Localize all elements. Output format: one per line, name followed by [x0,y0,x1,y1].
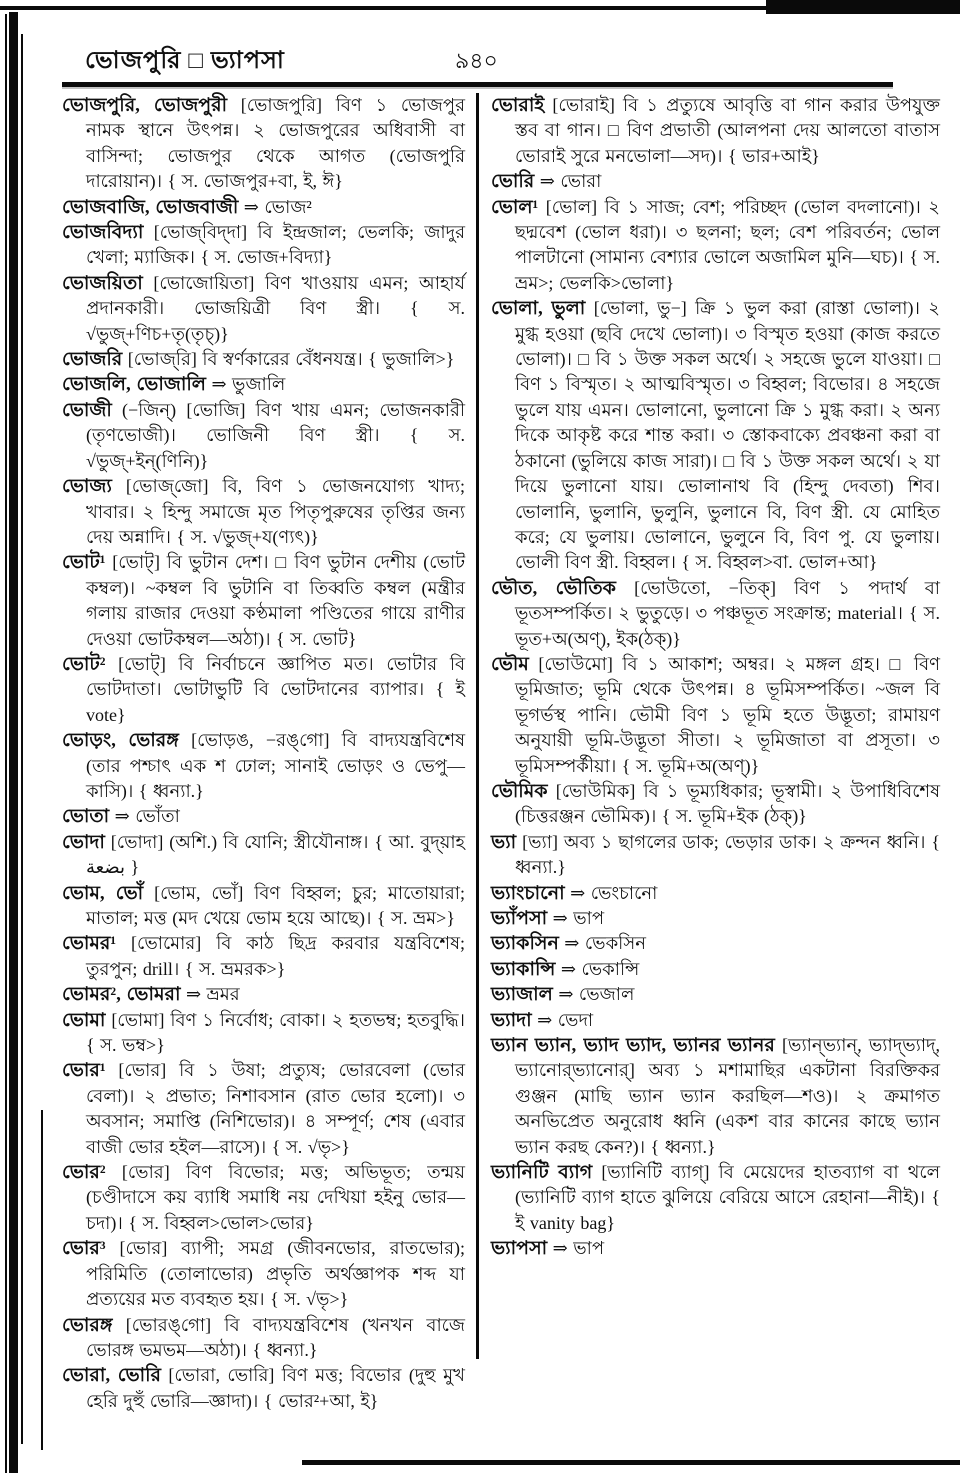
headword: ভোর² [62,1162,106,1184]
headword: ভ্যানিটি ব্যাগ [491,1162,593,1184]
dictionary-entry [62,220,465,271]
dictionary-entry [491,652,940,779]
page-header [62,40,940,84]
binding-edge-line [5,14,7,1473]
bottom-edge-line [302,1460,960,1465]
dictionary-entry [491,1236,940,1261]
dictionary-entry [62,347,465,372]
dictionary-entry [491,881,940,906]
entry-body: ⇒ ভোরা [539,171,602,192]
entry-body: [ভ্যা] অব্য ১ ছাগলের ডাক; ভেড়ার ডাক। ২ ক্রন্দন ধ্বনি। { ধ্বন্যা.} [515,831,941,878]
headword: ভৌমিক [491,780,548,802]
dictionary-entry [62,1058,465,1160]
headword: ভোরঙ্গ [62,1314,113,1336]
dictionary-entry [62,93,465,195]
headword: ভোট² [62,653,106,675]
headword: ভোরা, ভোরি [62,1365,162,1387]
headword: ভ্যাজাল [491,984,553,1006]
entry-body: [ভোজ্‌বিদ্‌দা] বি ইন্দ্রজাল; ভেলকি; জাদুর খেলা; ম্যাজিক। { স. ভোজ+বিদ্যা} [86,222,466,268]
headword: ভ্যা [491,831,517,853]
dictionary-entry [62,728,465,804]
dictionary-entry [62,1236,465,1312]
entry-body: [ভোর] ব্যাপী; সমগ্র (জীবনভোর, রাতভোর); পরিমিতি (তোলাভোর) প্রভৃতি অর্থজ্ঞাপক শব্দ যা প্রত্যয়ের মত ব্যবহৃত হয়। { স. √ভৃ>} [86,1238,466,1310]
headword: ভোমা [62,1009,106,1031]
dictionary-entry [491,296,940,575]
dictionary-entry [62,804,465,829]
page-number: ৯৪০ [455,48,498,73]
headword: ভোজী [62,399,112,421]
entry-body: ⇒ ভ্রমর [185,984,240,1005]
dictionary-entry [62,1008,465,1059]
dictionary-entry [62,1363,465,1414]
binding-edge-thin-line [21,34,23,1444]
headword: ভোজ্য [62,476,112,498]
top-right-edge-band [766,0,960,14]
dictionary-entry [491,830,940,881]
dictionary-entry [62,652,465,728]
headword: ভোজপুরি, ভোজপুরী [62,95,228,116]
dictionary-entry [62,474,465,550]
dictionary-entry [491,982,940,1007]
entry-body: [ভোড়ঙ, −রঙ্‌গো] বি বাদ্যযন্ত্রবিশেষ (তার পশ্চাৎ এক শ ঢোল; সানাই ভোড়ং ও ভেপু—কাসি)। { ধ্বন্যা.} [86,730,465,801]
headword: ভোরাই [491,95,545,116]
entry-body: [ভোউমো] বি ১ আকাশ; অম্বর। ২ মঙ্গল গ্রহ। □ বিণ ভূমিজাত; ভূমি থেকে উৎপন্ন। ৪ ভূমিসম্পর্কিত। ~জল বি ভূগর্ভস্থ পানি। ভৌমী বিণ ১ ভূমি হতে উদ্ভূতা; রামায়ণ অনুযায়ী ভূমি-উদ্ভূতা সীতা। ২ ভূমিজাতা বা প্রসূতা। ৩ ভূমিসম্পর্কীয়া। { স. ভূমি+অ(অণ্)} [515,653,941,776]
right-column [491,93,940,1262]
dictionary-entry [491,957,940,982]
entry-body: ⇒ ভাপ [552,908,605,928]
headword: ভ্যাদা [491,1009,532,1031]
headword: ভোজবাজি, ভোজবাজী [62,196,239,218]
entry-body: [ভোজ্‌রি] বি স্বর্ণকারের বেঁধনযন্ত্র। { ভুজালি>} [127,349,455,370]
header-rule [62,82,893,87]
entry-body: [ভ্যানিটি ব্যাগ্] বি মেয়েদের হাতব্যাগ বা থলে (ভ্যানিটি ব্যাগ হাতে ঝুলিয়ে বেরিয়ে আসে রেহানা—নীই)। { ই vanity bag} [515,1162,940,1233]
entry-body: ⇒ ভোজ² [243,196,312,217]
entry-body: ⇒ ভেকান্সি [560,958,640,979]
dictionary-entry [491,195,940,297]
dictionary-entry [62,550,465,652]
entry-body: [ভ্যান্‌ভ্যান্, ভ্যাদ্‌ভ্যাদ্, ভ্যানোর্‌ভ্যানোর্] অব্য ১ মশামাছির একটানা বিরক্তিকর গুঞ্জন (মাছি ভ্যান ভ্যান করছিল—শও)। ২ ক্রমাগত অনভিপ্রেত অনুরোধ ধ্বনি (একশ বার কানের কাছে ভ্যান ভ্যান করছ কেন?)। { ধ্বন্যা.} [515,1035,940,1157]
dictionary-entry [62,1313,465,1364]
column-divider [476,93,479,1359]
dictionary-entry [491,576,940,652]
entry-body: ⇒ ভোঁতা [114,806,180,827]
binding-edge-band [9,12,18,1473]
entry-body: [ভোম, ভোঁ] বিণ বিহ্বল; চুর; মাতোয়ারা; মাতাল; মত্ত (মদ খেয়ে ভোম হয়ে আছে)। { স. ভ্রম>} [86,882,466,928]
entry-body: ⇒ ভেকসিন [564,933,646,954]
entry-body: [ভোরঙ্‌গো] বি বাদ্যযন্ত্রবিশেষ (খনখন বাজে ভোরঙ্গ ভমভম—অঠা)। { ধ্বন্যা.} [86,1314,465,1360]
headword: ভোড়ং, ভোরঙ্গ [62,730,179,752]
entry-body: [ভোট্] বি নির্বাচনে জ্ঞাপিত মত। ভোটার বি ভোটদাতা। ভোটাভুটি বি ভোটদানের ব্যাপার। { ই vote} [86,653,466,725]
dictionary-entry [491,931,940,956]
headword: ভ্যান ভ্যান, ভ্যাদ ভ্যাদ, ভ্যানর ভ্যানর [491,1035,775,1057]
entry-body: [ভোজোয়িতা] বিণ খাওয়ায় এমন; আহার্য প্রদানকারী। ভোজয়িত্রী বিণ স্ত্রী। { স. √ভুজ্+ণিচ+তৃ(তৃচ্)} [86,272,466,344]
dictionary-entry [491,779,940,830]
entry-body: [ভোউতো, −তিক্] বিণ ১ পদার্থ বা ভূতসম্পর্কিত। ২ ভুতুড়ে। ৩ পঞ্চভূত সংক্রান্ত; material। { স. ভূত+অ(অণ্), ইক(ঠক্)} [515,577,941,649]
dictionary-entry [491,1008,940,1033]
dictionary-entry [491,1160,940,1236]
dictionary-entry [62,271,465,347]
headword: ভোর³ [62,1238,106,1260]
left-column [62,93,465,1414]
dictionary-entry [491,1033,940,1160]
headword: ভোরি [491,171,535,193]
binding-edge-partial-line [41,1110,43,1450]
dictionary-entry [62,1160,465,1236]
guide-words: ভোজপুরি □ ভ্যাপসা [85,48,285,74]
dictionary-entry [62,881,465,932]
entry-body: [ভোরা, ভোরি] বিণ মত্ত; বিভোর (দুহু মুখ হেরি দুহুঁ ভোরি—জ্ঞাদা)। { ভোর²+আ, ই} [86,1365,465,1411]
headword: ভৌম [491,653,529,675]
dictionary-body [62,93,940,1414]
dictionary-entry [62,931,465,982]
headword: ভ্যাংচানো [491,882,565,904]
entry-body: ⇒ ভেজাল [558,984,635,1005]
headword: ভোলা, ভুলা [491,298,586,320]
entry-body: [ভোর] বিণ বিভোর; মত্ত; অভিভূত; তন্ময় (চণ্ডীদাসে কয় ব্যাধি সমাধি নয় দেখিয়া হইনু ভোর—চদা)। { স. বিহ্বল>ভোল>ভোর} [86,1162,466,1233]
entry-body: [ভোমোর] বি কাঠ ছিদ্র করবার যন্ত্রবিশেষ; তুরপুন; drill। { স. ভ্রমরক>} [86,933,466,979]
headword: ভোতা [62,806,110,828]
dictionary-entry [62,982,465,1007]
entry-body: (−জিন্) [ভোজি] বিণ খায় এমন; ভোজনকারী (তৃণভোজী)। ভোজিনী বিণ স্ত্রী। { স. √ভুজ্+ইন্(ণিনি)} [86,399,465,471]
entry-body: ⇒ ভেংচানো [570,882,658,903]
headword: ভ্যাকসিন [491,933,559,955]
entry-body: ⇒ ভাপ [552,1238,605,1259]
entry-body: [ভোলা, ভু−] ক্রি ১ ভুল করা (রাস্তা ভোলা)। ২ মুগ্ধ হওয়া (ছবি দেখে ভোলা)। ৩ বিস্মৃত হওয়া (কাজ করতে ভোলা)। □ বি ১ উক্ত সকল অর্থে। ২ সহজে ভুলে যাওয়া। □ বিণ ১ বিস্মৃত। ২ আত্মবিস্মৃত। ৩ বিহ্বল; বিভোর। ৪ সহজে ভুলে যায় এমন। ভোলানো, ভুলানো ক্রি ১ মুগ্ধ করা। ২ অন্য দিকে আকৃষ্ট করে শান্ত করা। ৩ স্তোকবাক্যে প্রবঞ্চনা করা বা ঠকানো (ভুলিয়ে কাজ সারা)। □ বি ১ উক্ত সকল অর্থে। ২ যা দিয়ে ভুলানো যায়। ভোলানাথ বি (হিন্দু দেবতা) শিব। ভোলানি, ভুলানি, ভুলুনি, ভুলানে বি, বিণ স্ত্রী. যে মোহিত করে; যে ভুলায়। ভোলানে, ভুলুনে বি, বিণ পু. যে ভুলায়। ভোলী বিণ স্ত্রী. বিহ্বল। { স. বিহ্বল>বা. ভোল+আ} [515,298,940,573]
headword: ভ্যাঁপসা [491,908,548,929]
headword: ভোট¹ [62,552,106,574]
headword: ভোমর¹ [62,933,117,955]
dictionary-entry [62,195,465,220]
entry-body: [ভোদা] (অশি.) বি যোনি; স্ত্রীযৌনাঙ্গ। { আ. বুদ্য়াহ بضعة } [86,831,465,878]
entry-body: [ভোজ্‌জো] বি, বিণ ১ ভোজনযোগ্য খাদ্য; খাবার। ২ হিন্দু সমাজে মৃত পিতৃপুরুষের তৃপ্তির জন্য দেয় অন্নাদি। { স. √ভুজ্+য(ণ্যৎ)} [86,476,465,547]
entry-body: [ভোউমিক] বি ১ ভূম্যধিকার; ভূস্বামী। ২ উপাধিবিশেষ (চিত্তরঞ্জন ভৌমিক)। { স. ভূমি+ইক (ঠক্)} [515,780,940,827]
entry-body: [ভোর] বি ১ উষা; প্রত্যুষ; ভোরবেলা (ভোর বেলা)। ২ প্রভাত; নিশাবসান (রাত ভোর হলো)। ৩ অবসান; সমাপ্তি (নিশিভোর)। ৪ সম্পূর্ণ; শেষ (এবার বাজী ভোর হইল—রাসে)। { স. √ভৃ>} [86,1060,465,1157]
headword: ভোমর², ভোমরা [62,984,181,1006]
dictionary-entry [62,398,465,474]
headword: ভোজবিদ্যা [62,222,144,244]
headword: ভ্যাপসা [491,1238,548,1260]
entry-body: [ভোরাই] বি ১ প্রত্যুষে আবৃত্তি বা গান করার উপযুক্ত স্তব বা গান। □ বিণ প্রভাতী (আলপনা দেয় আলতো বাতাস ভোরাই সুরে মনভোলা—সদ)। { ভার+আই} [515,95,941,166]
headword: ভোম, ভোঁ [62,882,144,904]
entry-body: [ভোল] বি ১ সাজ; বেশ; পরিচ্ছদ (ভোল বদলানো)। ২ ছদ্মবেশ (ভোল ধরা)। ৩ ছলনা; ছল; বেশ পরিবর্তন; ভোল পালটানো (সামান্য বেশ্যার ভোলে অজামিল মুনি—ঘচ)। { স. ভ্রম>; ভেলকি>ভোলা} [515,196,941,293]
headword: ভোল¹ [491,196,539,218]
headword: ভ্যাকান্সি [491,958,556,980]
entry-body: ⇒ ভেদা [537,1009,594,1030]
entry-body: [ভোট্] বি ভুটান দেশ। □ বিণ ভুটান দেশীয় (ভোট কম্বল)। ~কম্বল বি ভুটানি বা তিব্বতি কম্বল (মন্ত্রীর গলায় রাজার দেওয়া কণ্ঠমালা পণ্ডিতের গায়ে রাণীর দেওয়া ভোটকম্বল—অঠা)। { স. ভোট} [86,552,465,649]
headword: ভোজয়িতা [62,272,143,294]
dictionary-entry [491,93,940,169]
entry-body: [ভোজপুরি] বিণ ১ ভোজপুর নামক স্থানে উৎপন্ন। ২ ভোজপুরের অধিবাসী বা বাসিন্দা; ভোজপুর থেকে আগত (ভোজপুরি দারোয়ান)। { স. ভোজপুর+বা, ই, ঈ} [86,95,465,192]
entry-body: [ভোমা] বিণ ১ নির্বোধ; বোকা। ২ হতভম্ব; হতবুদ্ধি। { স. ভম্ব>} [86,1009,465,1056]
headword: ভোজরি [62,349,123,371]
dictionary-entry [491,169,940,194]
entry-body: ⇒ ভুজালি [211,374,286,395]
headword: ভোর¹ [62,1060,106,1082]
dictionary-entry [62,372,465,397]
headword: ভোজলি, ভোজালি [62,374,206,396]
headword: ভৌত, ভৌতিক [491,577,616,599]
dictionary-entry [491,906,940,931]
headword: ভোদা [62,831,105,853]
dictionary-entry [62,830,465,881]
